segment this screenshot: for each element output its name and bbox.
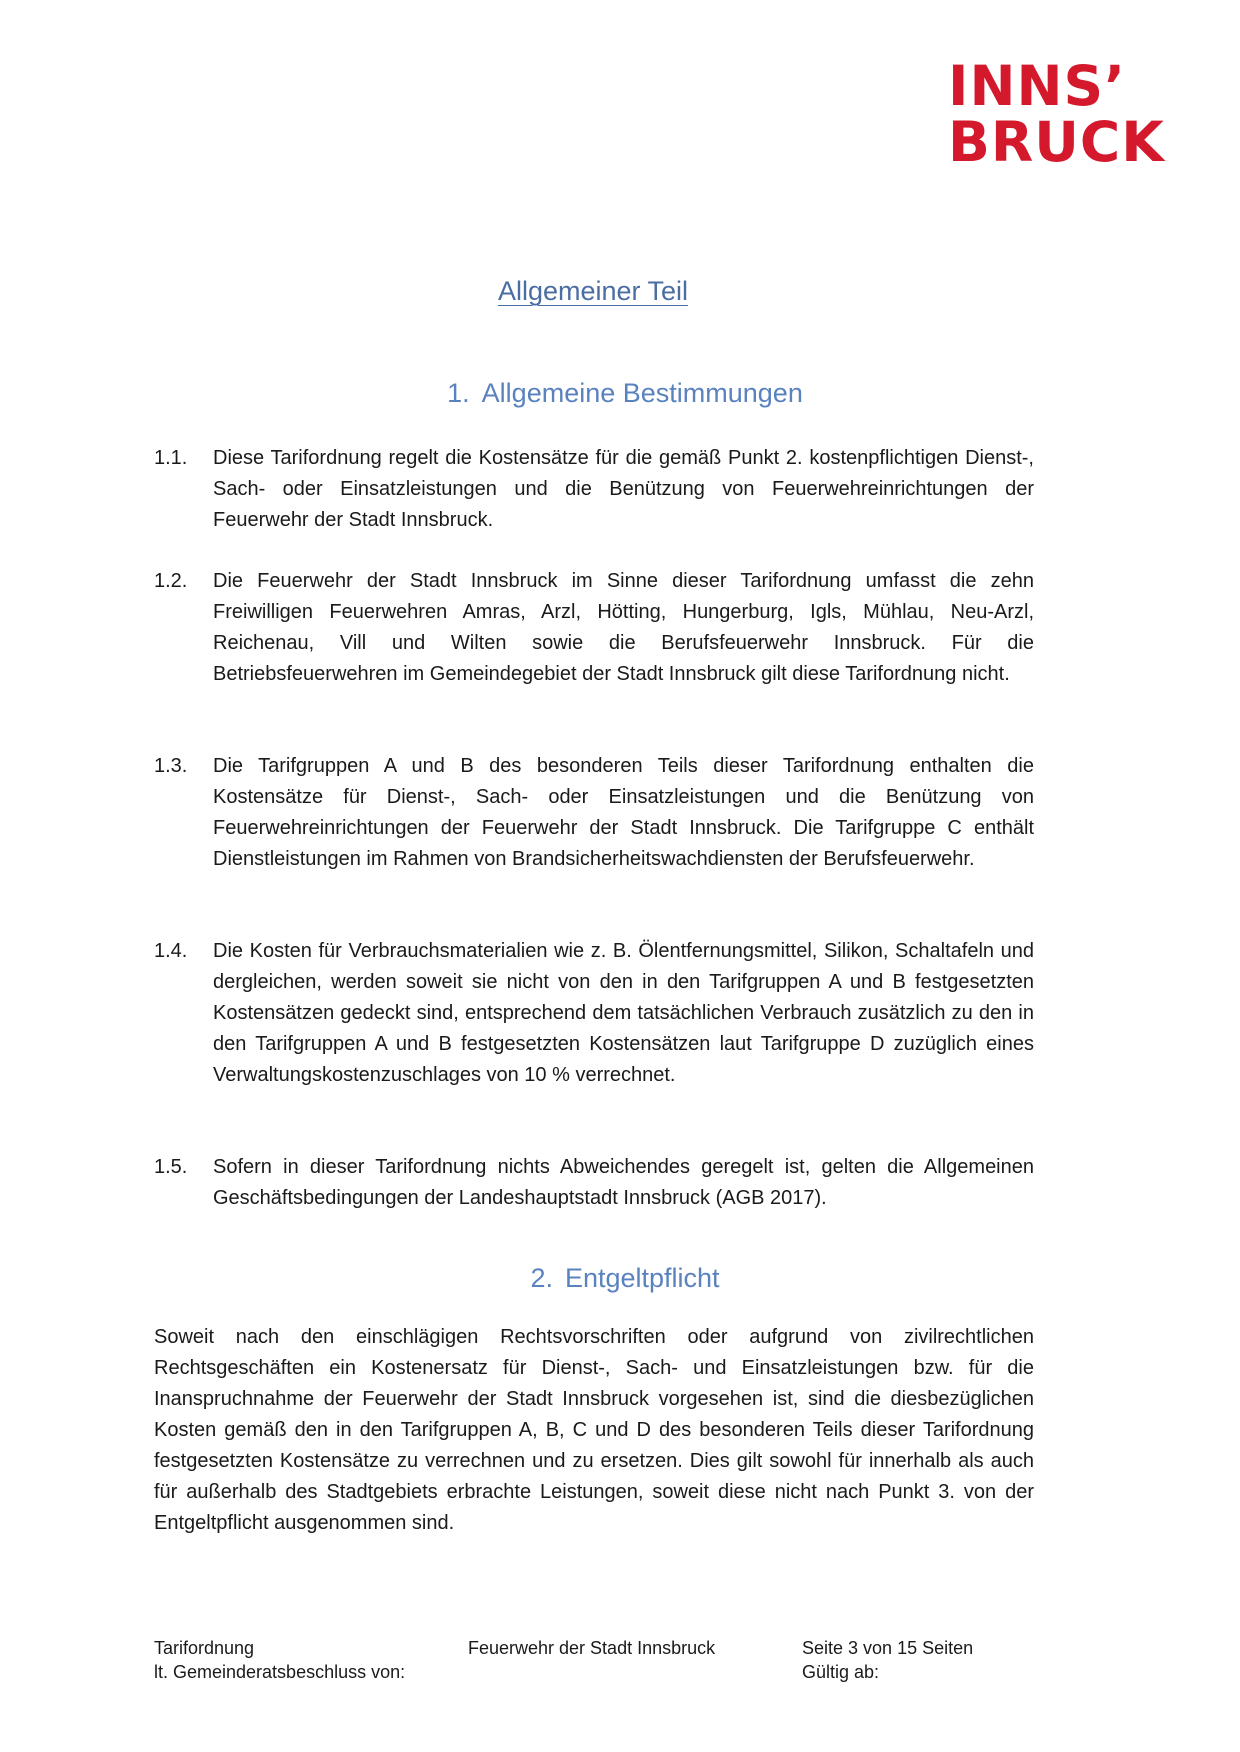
clause-number: 1.5.: [154, 1156, 188, 1178]
section-number: 2.: [530, 1263, 553, 1293]
document-title: Allgemeiner Teil: [497, 276, 689, 306]
entgeltpflicht-paragraph: Soweit nach den einschlägigen Rechtsvorschriften oder aufgrund von zivilrechtlichen Rechtsgeschäften ein Kostenersatz für Dienst-, Sach- und Einsatzleistungen bzw. für die Inanspruchnahme der Feuerwehr der Stadt Innsbruck vorgesehen ist, sind die diesbezüglichen Kosten gemäß den in den Tarifgruppen A, B, C und D des besonderen Teils dieser Tarifordnung festgesetzten Kostensätze zu verrechnen und zu ersetzen. Dies gilt sowohl für innerhalb als auch für außerhalb des Stadtgebiets erbrachte Leistungen, soweit diese nicht nach Punkt 3. von der Entgeltpflicht ausgenommen sind.: [154, 1326, 1034, 1534]
clause-text: Die Tarifgruppen A und B des besonderen Teils dieser Tarifordnung enthalten die Kostensätze für Dienst-, Sach- oder Einsatzleistungen und die Benützung von Feuerwehreinrichtungen der Feuerwehr der Stadt Innsbruck. Die Tarifgruppe C enthält Dienstleistungen im Rahmen von Brandsicherheitswachdiensten der Berufsfeuerwehr.: [213, 755, 1034, 870]
clause-1-2: [154, 566, 1034, 690]
section-heading-entgeltpflicht: [0, 1263, 1240, 1294]
section-heading-allgemeine-bestimmungen: [0, 378, 1240, 409]
innsbruck-logo: [948, 54, 1188, 174]
clause-number: 1.2.: [154, 570, 188, 592]
footer-valid-label: Gültig ab:: [802, 1662, 880, 1682]
clause-1-5: [154, 1152, 1034, 1214]
clause-text: Die Feuerwehr der Stadt Innsbruck im Sinne dieser Tarifordnung umfasst die zehn Freiwilligen Feuerwehren Amras, Arzl, Hötting, Hungerburg, Igls, Mühlau, Neu-Arzl, Reichenau, Vill und Wilten sowie die Berufsfeuerwehr Innsbruck. Für die Betriebsfeuerwehren im Gemeindegebiet der Stadt Innsbruck gilt diese Tarifordnung nicht.: [213, 570, 1034, 685]
clause-number: 1.3.: [154, 755, 188, 777]
clause-number: 1.4.: [154, 940, 188, 962]
clause-1-1: [154, 443, 1034, 536]
clause-1-4: [154, 936, 1034, 1091]
clause-text: Die Kosten für Verbrauchsmaterialien wie z. B. Ölentfernungsmittel, Silikon, Schaltafeln und dergleichen, werden soweit sie nicht von den in den Tarifgruppen A und B festgesetzten Kostensätzen gedeckt sind, entsprechend dem tatsächlichen Verbrauch zusätzlich zu den in den Tarifgruppen A und B festgesetzten Kostensätzen laut Tarifgruppe D zuzüglich eines Verwaltungskostenzuschlages von 10 % verrechnet.: [213, 940, 1034, 1086]
footer-organization: Feuerwehr der Stadt Innsbruck: [468, 1638, 716, 1658]
clause-text: Sofern in dieser Tarifordnung nichts Abweichendes geregelt ist, gelten die Allgemeinen Geschäftsbedingungen der Landeshauptstadt Innsbruck (AGB 2017).: [213, 1156, 1034, 1209]
logo-line-1: INNS’: [948, 54, 1127, 118]
logo-line-2: BRUCK: [948, 110, 1165, 174]
footer-doc-name: Tarifordnung: [154, 1638, 255, 1658]
clause-number: 1.1.: [154, 447, 188, 469]
section-title: Entgeltpflicht: [564, 1263, 720, 1293]
section-number: 1.: [447, 378, 470, 408]
clause-1-3: [154, 751, 1034, 875]
clause-text: Diese Tarifordnung regelt die Kostensätze für die gemäß Punkt 2. kostenpflichtigen Dienst-, Sach- oder Einsatzleistungen und die Benützung von Feuerwehreinrichtungen der Feuerwehr der Stadt Innsbruck.: [213, 447, 1034, 531]
section-title: Allgemeine Bestimmungen: [481, 378, 803, 408]
footer-page-number: Seite 3 von 15 Seiten: [802, 1638, 974, 1658]
footer-resolution-label: lt. Gemeinderatsbeschluss von:: [154, 1662, 406, 1682]
